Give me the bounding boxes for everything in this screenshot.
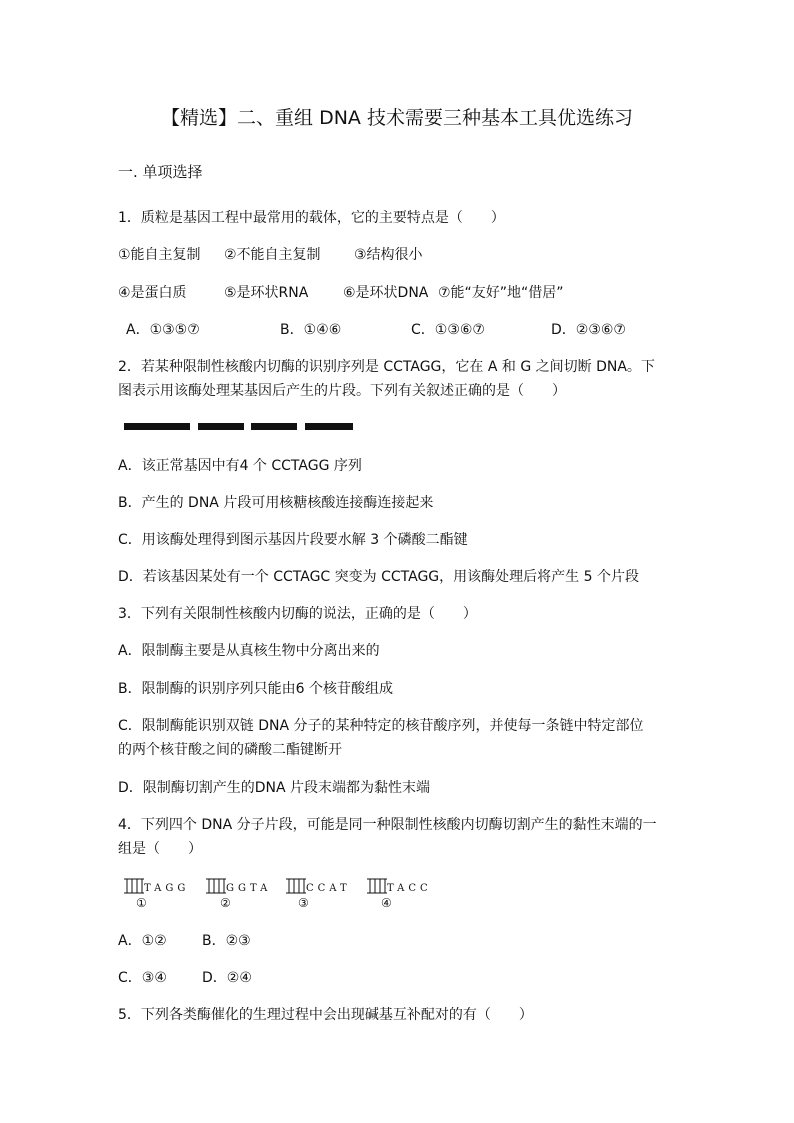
q1-item: ②不能自主复制 — [224, 247, 321, 263]
q4-dna-fragments-figure — [124, 878, 454, 912]
q3-option-a: A．限制酶主要是从真核生物中分离出来的 — [118, 643, 380, 659]
q4-option-a: A．①② — [118, 933, 167, 949]
gene-fragment — [305, 423, 353, 430]
dna-overhang-sequence: CCAT — [306, 883, 351, 894]
q4-option-d: D．②④ — [202, 970, 252, 986]
dna-strand-ladder-icon — [286, 878, 306, 894]
q3-option-d: D．限制酶切割产生的DNA 片段末端都为黏性末端 — [118, 780, 431, 796]
q1-item: ①能自主复制 — [118, 247, 201, 263]
q1-items-line1 — [118, 245, 678, 265]
q1-items-line2 — [118, 283, 678, 303]
dna-fragment-1 — [124, 878, 204, 912]
q4-option-c: C．③④ — [118, 970, 167, 986]
q2-option-b: B．产生的 DNA 片段可用核糖核酸连接酶连接起来 — [118, 495, 434, 511]
q5-stem: 5．下列各类酶催化的生理过程中会出现碱基互补配对的有（ ） — [118, 1007, 533, 1023]
q4-options-row2 — [118, 968, 418, 988]
q4-stem-line2: 组是（ ） — [118, 841, 202, 857]
q1-option-b: B．①④⑥ — [280, 322, 342, 338]
dna-fragment-2 — [206, 878, 286, 912]
dna-overhang-sequence: TACC — [387, 883, 432, 894]
dna-fragment-number: ① — [136, 896, 147, 910]
q1-item: ⑤是环状RNA — [224, 285, 309, 301]
q2-stem-line2: 图表示用该酶处理某基因后产生的片段。下列有关叙述正确的是（ ） — [118, 383, 566, 399]
gene-fragment — [124, 423, 190, 430]
page-title: 【精选】二、重组 DNA 技术需要三种基本工具优选练习 — [161, 107, 633, 129]
q2-option-d: D．若该基因某处有一个 CCTAGC 突变为 CCTAGG，用该酶处理后将产生 5 个片段 — [118, 569, 639, 585]
q2-gene-fragments-figure — [124, 423, 364, 431]
section-heading: 一. 单项选择 — [118, 163, 203, 181]
dna-fragment-3 — [286, 878, 366, 912]
dna-fragment-number: ③ — [298, 896, 309, 910]
q4-option-b: B．②③ — [202, 933, 251, 949]
q1-stem: 1．质粒是基因工程中最常用的载体，它的主要特点是（ ） — [118, 210, 505, 226]
q3-stem: 3．下列有关限制性核酸内切酶的说法，正确的是（ ） — [118, 606, 477, 622]
q2-option-a: A．该正常基因中有4 个 CCTAGG 序列 — [118, 458, 362, 474]
q1-item: ③结构很小 — [354, 247, 423, 263]
q2-option-c: C．用该酶处理得到图示基因片段要水解 3 个磷酸二酯键 — [118, 532, 468, 548]
dna-fragment-4 — [367, 878, 447, 912]
q1-item: ④是蛋白质 — [118, 285, 187, 301]
dna-fragment-number: ④ — [381, 896, 392, 910]
dna-fragment-number: ② — [220, 896, 231, 910]
dna-strand-ladder-icon — [367, 878, 387, 894]
q3-option-c-line2: 的两个核苷酸之间的磷酸二酯键断开 — [118, 742, 342, 758]
q1-option-d: D．②③⑥⑦ — [551, 322, 626, 338]
q3-option-c-line1: C．限制酶能识别双链 DNA 分子的某种特定的核苷酸序列，并使每一条链中特定部位 — [118, 718, 644, 734]
gene-fragment — [251, 423, 297, 430]
dna-strand-ladder-icon — [206, 878, 226, 894]
dna-overhang-sequence: GGTA — [226, 883, 272, 894]
q2-stem-line1: 2．若某种限制性核酸内切酶的识别序列是 CCTAGG，它在 A 和 G 之间切断 DNA。下 — [118, 359, 655, 375]
dna-strand-ladder-icon — [124, 878, 144, 894]
q4-stem-line1: 4．下列四个 DNA 分子片段，可能是同一种限制性核酸内切酶切割产生的黏性末端的一 — [118, 817, 657, 833]
gene-fragment — [198, 423, 244, 430]
q1-option-a: A．①③⑤⑦ — [126, 322, 200, 338]
q1-item: ⑦能“友好”地“借居” — [438, 285, 564, 301]
dna-overhang-sequence: TAGG — [144, 883, 190, 894]
q1-item: ⑥是环状DNA — [343, 285, 429, 301]
q1-option-c: C．①③⑥⑦ — [411, 322, 485, 338]
q1-options — [126, 320, 686, 340]
q4-options-row1 — [118, 931, 418, 951]
q3-option-b: B．限制酶的识别序列只能由6 个核苷酸组成 — [118, 681, 393, 697]
